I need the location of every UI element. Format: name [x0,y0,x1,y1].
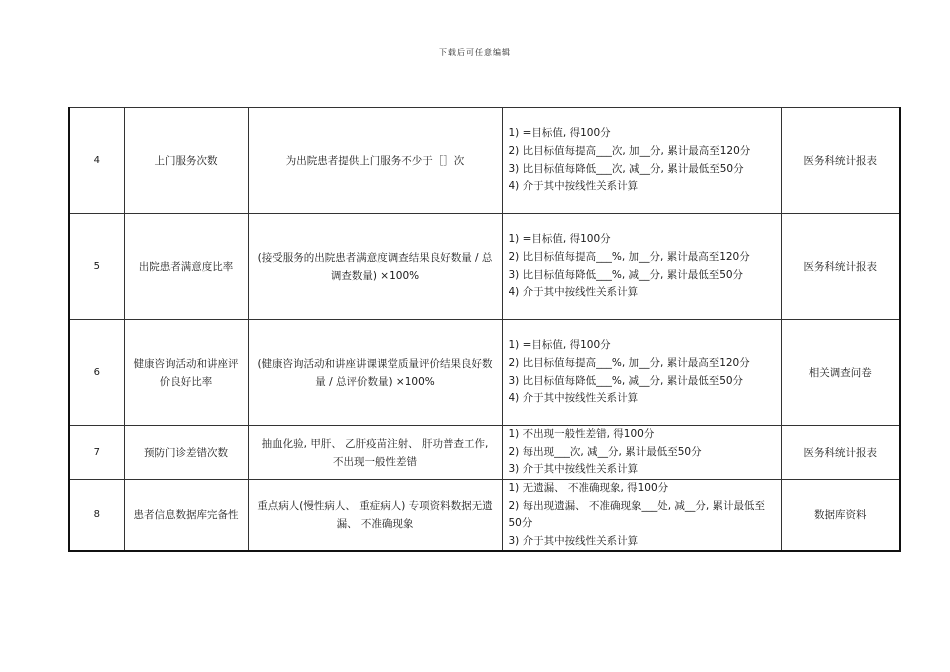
scoring-rule: 4) 介于其中按线性关系计算 [508,286,639,299]
scoring-rule: 2) 比目标值每提高___%, 加__分, 累计最高至120分 [508,250,750,263]
row-number: 6 [69,320,124,426]
scoring-rule: 3) 比目标值每降低___%, 减__分, 累计最低至50分 [508,268,744,281]
data-source: 数据库资料 [781,480,900,552]
scoring-rule: 3) 比目标值每降低___%, 减__分, 累计最低至50分 [508,374,744,387]
scoring-rules [502,320,781,426]
row-number: 8 [69,480,124,552]
scoring-rule: 2) 比目标值每提高___%, 加__分, 累计最高至120分 [508,356,750,369]
data-source: 医务科统计报表 [781,214,900,320]
indicator-definition: (接受服务的出院患者满意度调查结果良好数量 / 总调查数量) ×100% [248,214,502,320]
scoring-rules [502,108,781,214]
kpi-table [68,107,901,552]
table-row [69,480,900,552]
scoring-rule: 1) =目标值, 得100分 [508,127,611,140]
scoring-rule: 4) 介于其中按线性关系计算 [508,392,639,405]
table-row [69,214,900,320]
scoring-rule: 2) 每出现___次, 减__分, 累计最低至50分 [508,445,702,458]
scoring-rule: 1) =目标值, 得100分 [508,339,611,352]
indicator-name: 上门服务次数 [124,108,248,214]
indicator-definition: 为出院患者提供上门服务不少于［］次 [248,108,502,214]
indicator-name: 健康咨询活动和讲座评价良好比率 [124,320,248,426]
row-number: 4 [69,108,124,214]
scoring-rule: 1) 不出现一般性差错, 得100分 [508,428,655,441]
data-source: 医务科统计报表 [781,426,900,480]
scoring-rule: 1) =目标值, 得100分 [508,233,611,246]
indicator-name: 患者信息数据库完备性 [124,480,248,552]
indicator-definition: 重点病人(慢性病人、 重症病人) 专项资料数据无遗漏、 不准确现象 [248,480,502,552]
row-number: 7 [69,426,124,480]
data-source: 相关调查问卷 [781,320,900,426]
table-row [69,108,900,214]
header-note: 下载后可任意编辑 [439,48,511,57]
scoring-rule: 2) 每出现遗漏、 不准确现象___处, 减__分, 累计最低至50分 [508,499,766,530]
indicator-name: 出院患者满意度比率 [124,214,248,320]
scoring-rule: 2) 比目标值每提高___次, 加__分, 累计最高至120分 [508,144,751,157]
scoring-rule: 1) 无遗漏、 不准确现象, 得100分 [508,482,669,494]
scoring-rules [502,480,781,552]
scoring-rule: 3) 比目标值每降低___次, 减__分, 累计最低至50分 [508,162,744,175]
scoring-rule: 3) 介于其中按线性关系计算 [508,463,639,476]
indicator-name: 预防门诊差错次数 [124,426,248,480]
row-number: 5 [69,214,124,320]
indicator-definition: 抽血化验, 甲肝、 乙肝疫苗注射、 肝功普查工作, 不出现一般性差错 [248,426,502,480]
data-source: 医务科统计报表 [781,108,900,214]
indicator-definition: (健康咨询活动和讲座讲课课堂质量评价结果良好数量 / 总评价数量) ×100% [248,320,502,426]
scoring-rules [502,214,781,320]
scoring-rules [502,426,781,480]
scoring-rule: 4) 介于其中按线性关系计算 [508,180,639,193]
scoring-rule: 3) 介于其中按线性关系计算 [508,534,639,547]
table-row [69,320,900,426]
table-row [69,426,900,480]
